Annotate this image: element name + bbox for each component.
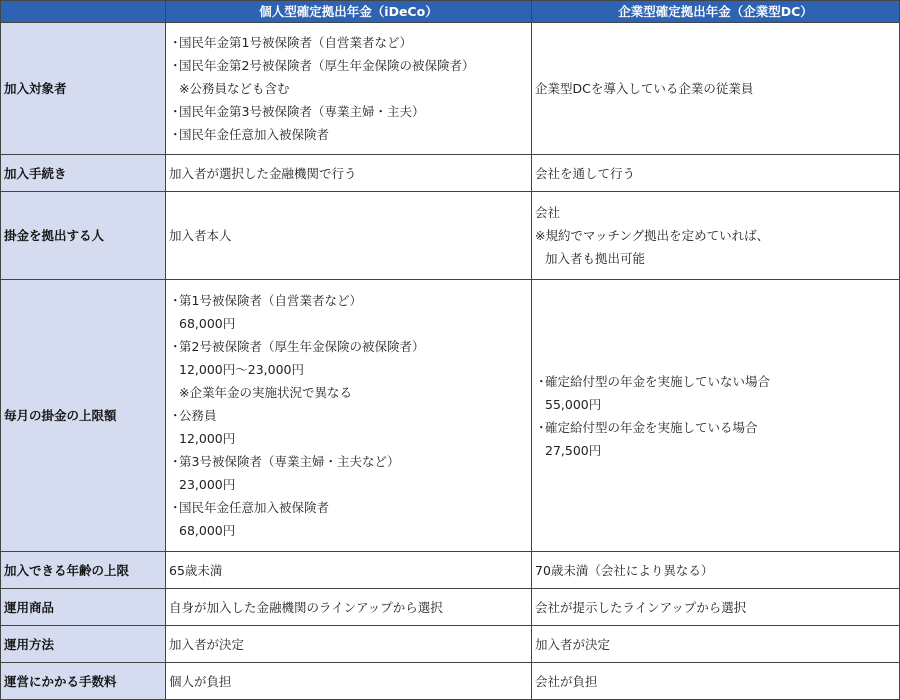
row-enrollment <box>1 155 900 192</box>
cell-text: 加入者本人 <box>169 228 232 243</box>
corp-dc-cell <box>532 589 900 626</box>
cell-text: 第1号被保険者（自営業者など） <box>179 293 362 308</box>
cell-line <box>169 224 528 247</box>
ideco-cell <box>166 626 532 663</box>
bullet: ・ <box>169 454 182 469</box>
ideco-cell <box>166 280 532 552</box>
cell-line <box>169 381 528 404</box>
corp-dc-cell <box>532 192 900 280</box>
bullet: ・ <box>169 500 182 515</box>
header-corner <box>1 1 166 23</box>
cell-text: ※規約でマッチング拠出を定めていれば、 <box>535 228 770 243</box>
header-corp-dc: 企業型確定拠出年金（企業型DC） <box>532 1 900 23</box>
cell-text: 68,000円 <box>179 523 236 538</box>
row-label: 運営にかかる手数料 <box>1 663 166 700</box>
cell-text: 会社 <box>535 205 561 220</box>
header-row <box>1 1 900 23</box>
bullet: ・ <box>169 104 182 119</box>
cell-line <box>169 54 528 77</box>
corp-dc-cell <box>532 23 900 155</box>
bullet: ・ <box>169 35 182 50</box>
row-investment-products <box>1 589 900 626</box>
cell-line <box>169 77 528 100</box>
cell-text: 27,500円 <box>545 442 602 458</box>
cell-line <box>169 312 528 335</box>
cell-text: 確定給付型の年金を実施している場合 <box>545 419 758 435</box>
cell-text: 国民年金任意加入被保険者 <box>179 127 330 142</box>
cell-text: 加入者が決定 <box>169 636 245 652</box>
cell-text: 会社を通して行う <box>535 165 636 181</box>
row-age-limit <box>1 552 900 589</box>
bullet: ・ <box>535 373 548 389</box>
row-label: 運用方法 <box>1 626 166 663</box>
cell-line <box>535 670 896 693</box>
cell-line <box>169 473 528 496</box>
cell-line <box>169 358 528 381</box>
cell-line <box>169 596 528 619</box>
ideco-cell <box>166 155 532 192</box>
cell-text: 23,000円 <box>179 477 236 492</box>
ideco-cell <box>166 23 532 155</box>
cell-line <box>169 559 528 582</box>
cell-text: 会社が提示したラインアップから選択 <box>535 599 747 615</box>
cell-line <box>535 596 896 619</box>
cell-line <box>535 247 896 270</box>
ideco-cell <box>166 663 532 700</box>
cell-text: 12,000円〜23,000円 <box>179 362 304 377</box>
bullet: ・ <box>169 127 182 142</box>
cell-text: 70歳未満（会社により異なる） <box>535 562 714 578</box>
bullet: ・ <box>169 408 182 423</box>
row-fees <box>1 663 900 700</box>
cell-line <box>169 633 528 656</box>
cell-text: ※企業年金の実施状況で異なる <box>179 385 352 400</box>
cell-text: 加入者が決定 <box>535 636 611 652</box>
bullet: ・ <box>169 339 182 354</box>
cell-text: 55,000円 <box>545 396 602 412</box>
corp-dc-cell <box>532 552 900 589</box>
cell-line <box>535 393 896 416</box>
cell-text: 65歳未満 <box>169 562 223 578</box>
bullet: ・ <box>169 293 182 308</box>
cell-line <box>535 416 896 439</box>
cell-line <box>535 162 896 185</box>
cell-line <box>535 559 896 582</box>
cell-line <box>169 450 528 473</box>
cell-text: 加入者が選択した金融機関で行う <box>169 165 357 181</box>
cell-text: 企業型DCを導入している企業の従業員 <box>535 81 754 96</box>
bullet: ・ <box>535 419 548 435</box>
cell-text: 第2号被保険者（厚生年金保険の被保険者） <box>179 339 425 354</box>
corp-dc-cell <box>532 155 900 192</box>
cell-line <box>535 370 896 393</box>
cell-line <box>535 224 896 247</box>
cell-line <box>169 123 528 146</box>
cell-text: 公務員 <box>179 408 217 423</box>
cell-line <box>169 404 528 427</box>
row-label: 毎月の掛金の上限額 <box>1 280 166 552</box>
cell-text: 国民年金任意加入被保険者 <box>179 500 330 515</box>
row-label: 加入手続き <box>1 155 166 192</box>
cell-line <box>169 427 528 450</box>
row-investment-method <box>1 626 900 663</box>
row-contributor <box>1 192 900 280</box>
row-label: 加入対象者 <box>1 23 166 155</box>
cell-text: 68,000円 <box>179 316 236 331</box>
cell-text: 国民年金第1号被保険者（自営業者など） <box>179 35 412 50</box>
cell-line <box>535 201 896 224</box>
cell-text: ※公務員なども含む <box>179 81 290 96</box>
cell-text: 国民年金第2号被保険者（厚生年金保険の被保険者） <box>179 58 475 73</box>
cell-text: 12,000円 <box>179 431 236 446</box>
cell-line <box>535 633 896 656</box>
corp-dc-cell <box>532 626 900 663</box>
cell-text: 自身が加入した金融機関のラインアップから選択 <box>169 599 443 615</box>
cell-text: 確定給付型の年金を実施していない場合 <box>545 373 771 389</box>
cell-line <box>535 439 896 462</box>
row-label: 掛金を拠出する人 <box>1 192 166 280</box>
cell-line <box>169 31 528 54</box>
cell-line <box>169 496 528 519</box>
ideco-cell <box>166 552 532 589</box>
cell-line <box>169 670 528 693</box>
cell-line <box>169 100 528 123</box>
ideco-cell <box>166 192 532 280</box>
bullet: ・ <box>169 58 182 73</box>
cell-line <box>169 335 528 358</box>
cell-text: 国民年金第3号被保険者（専業主婦・主夫） <box>179 104 425 119</box>
cell-line <box>169 162 528 185</box>
corp-dc-cell <box>532 280 900 552</box>
cell-text: 会社が負担 <box>535 673 598 689</box>
cell-text: 個人が負担 <box>169 673 232 689</box>
row-monthly-limit <box>1 280 900 552</box>
cell-line <box>535 77 896 100</box>
cell-text: 第3号被保険者（専業主婦・主夫など） <box>179 454 400 469</box>
row-label: 加入できる年齢の上限 <box>1 552 166 589</box>
cell-text: 加入者も拠出可能 <box>545 251 646 266</box>
row-eligibility <box>1 23 900 155</box>
cell-line <box>169 519 528 542</box>
cell-line <box>169 289 528 312</box>
corp-dc-cell <box>532 663 900 700</box>
row-label: 運用商品 <box>1 589 166 626</box>
header-ideco: 個人型確定拠出年金（iDeCo） <box>166 1 532 23</box>
ideco-cell <box>166 589 532 626</box>
